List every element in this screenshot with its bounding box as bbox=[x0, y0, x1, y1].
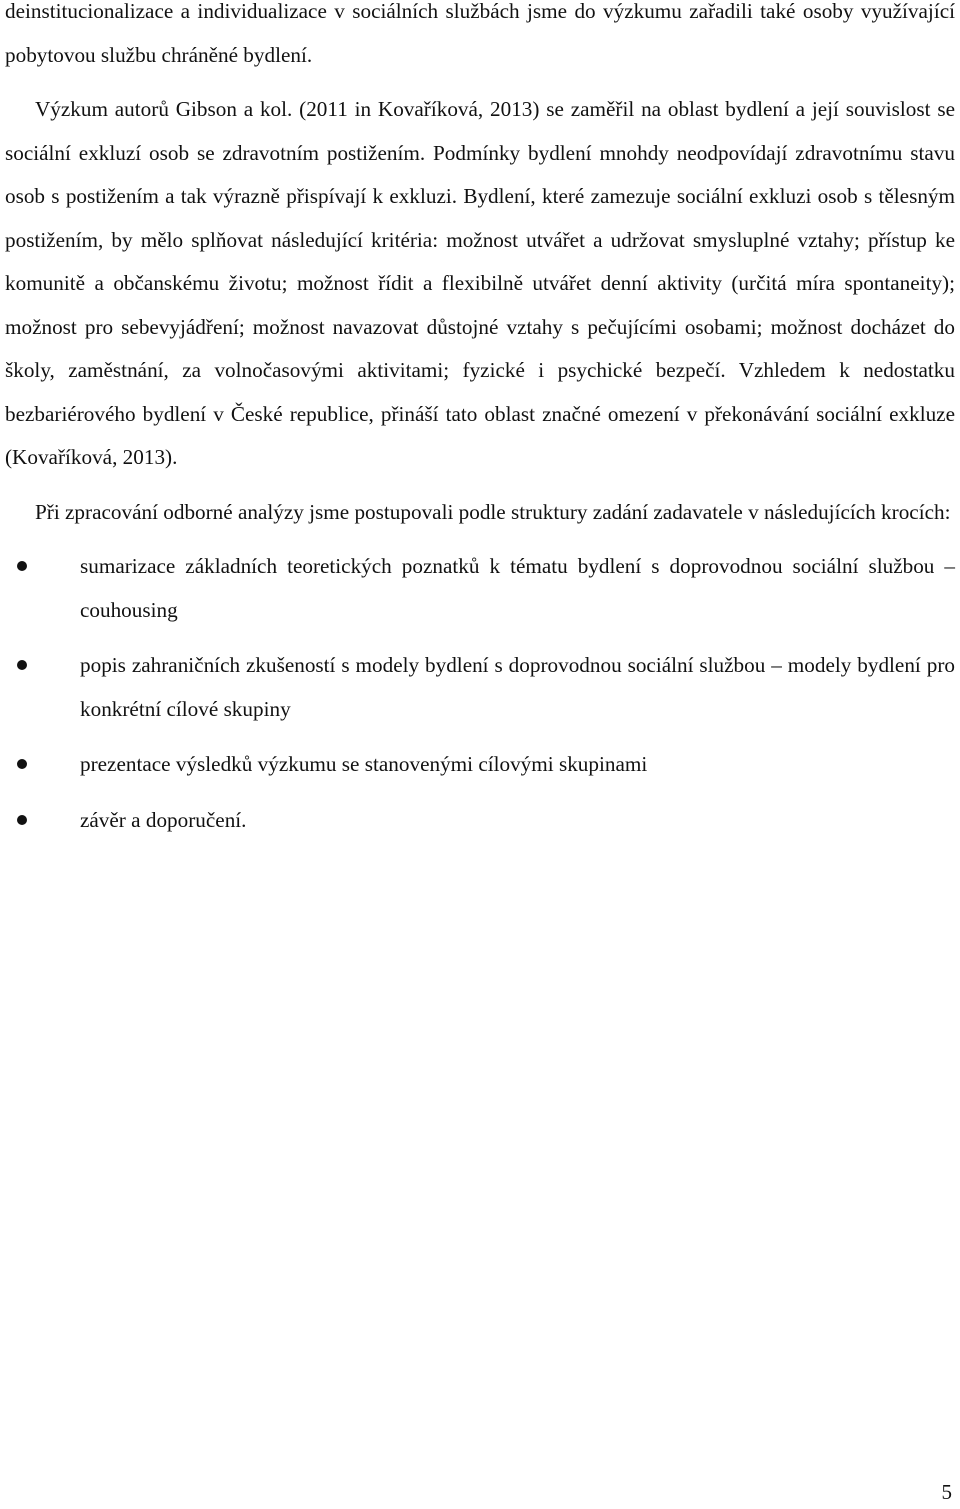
list-item-text: sumarizace základních teoretických poznatků k tématu bydlení s doprovodnou sociální službou – couhousing bbox=[80, 554, 955, 622]
bullet-icon bbox=[17, 660, 27, 670]
paragraph-continuation: deinstitucionalizace a individualizace v sociálních službách jsme do výzkumu zařadili také osoby využívající pobytovou službu chráněné bydlení. bbox=[5, 0, 955, 67]
bullet-icon bbox=[17, 815, 27, 825]
page-number: 5 bbox=[941, 1480, 952, 1504]
list-item-text: popis zahraničních zkušeností s modely bydlení s doprovodnou sociální službou – modely bydlení pro konkrétní cílové skupiny bbox=[80, 653, 955, 721]
list-item-text: prezentace výsledků výzkumu se stanovenými cílovými skupinami bbox=[80, 752, 648, 776]
steps-list bbox=[5, 545, 955, 842]
list-item bbox=[5, 743, 955, 787]
list-item bbox=[5, 545, 955, 632]
document-page bbox=[5, 0, 955, 854]
list-item-text: závěr a doporučení. bbox=[80, 807, 247, 832]
paragraph-analysis-steps-intro: Při zpracování odborné analýzy jsme postupovali podle struktury zadání zadavatele v následujících krocích: bbox=[35, 499, 951, 524]
paragraph-research-gibson: Výzkum autorů Gibson a kol. (2011 in Kovaříková, 2013) se zaměřil na oblast bydlení a její souvislost se sociální exkluzí osob se zdravotním postižením. Podmínky bydlení mnohdy neodpovídají zdravotnímu stavu osob s postižením a tak výrazně přispívají k exkluzi. Bydlení, které zamezuje sociální exkluzi osob s tělesným postižením, by mělo splňovat následující kritéria: možnost utvářet a udržovat smysluplné vztahy; přístup ke komunitě a občanskému životu; možnost řídit a flexibilně utvářet denní aktivity (určitá míra spontaneity); možnost pro sebevyjádření; možnost navazovat důstojné vztahy s pečujícími osobami; možnost docházet do školy, zaměstnání, za volnočasovými aktivitami; fyzické i psychické bezpečí. Vzhledem k nedostatku bezbariérového bydlení v České republice, přináší tato oblast značné omezení v překonávání sociální exkluze (Kovaříková, 2013). bbox=[5, 97, 955, 469]
bullet-icon bbox=[17, 759, 27, 769]
list-item bbox=[5, 644, 955, 731]
list-item bbox=[5, 799, 955, 843]
bullet-icon bbox=[17, 561, 27, 571]
